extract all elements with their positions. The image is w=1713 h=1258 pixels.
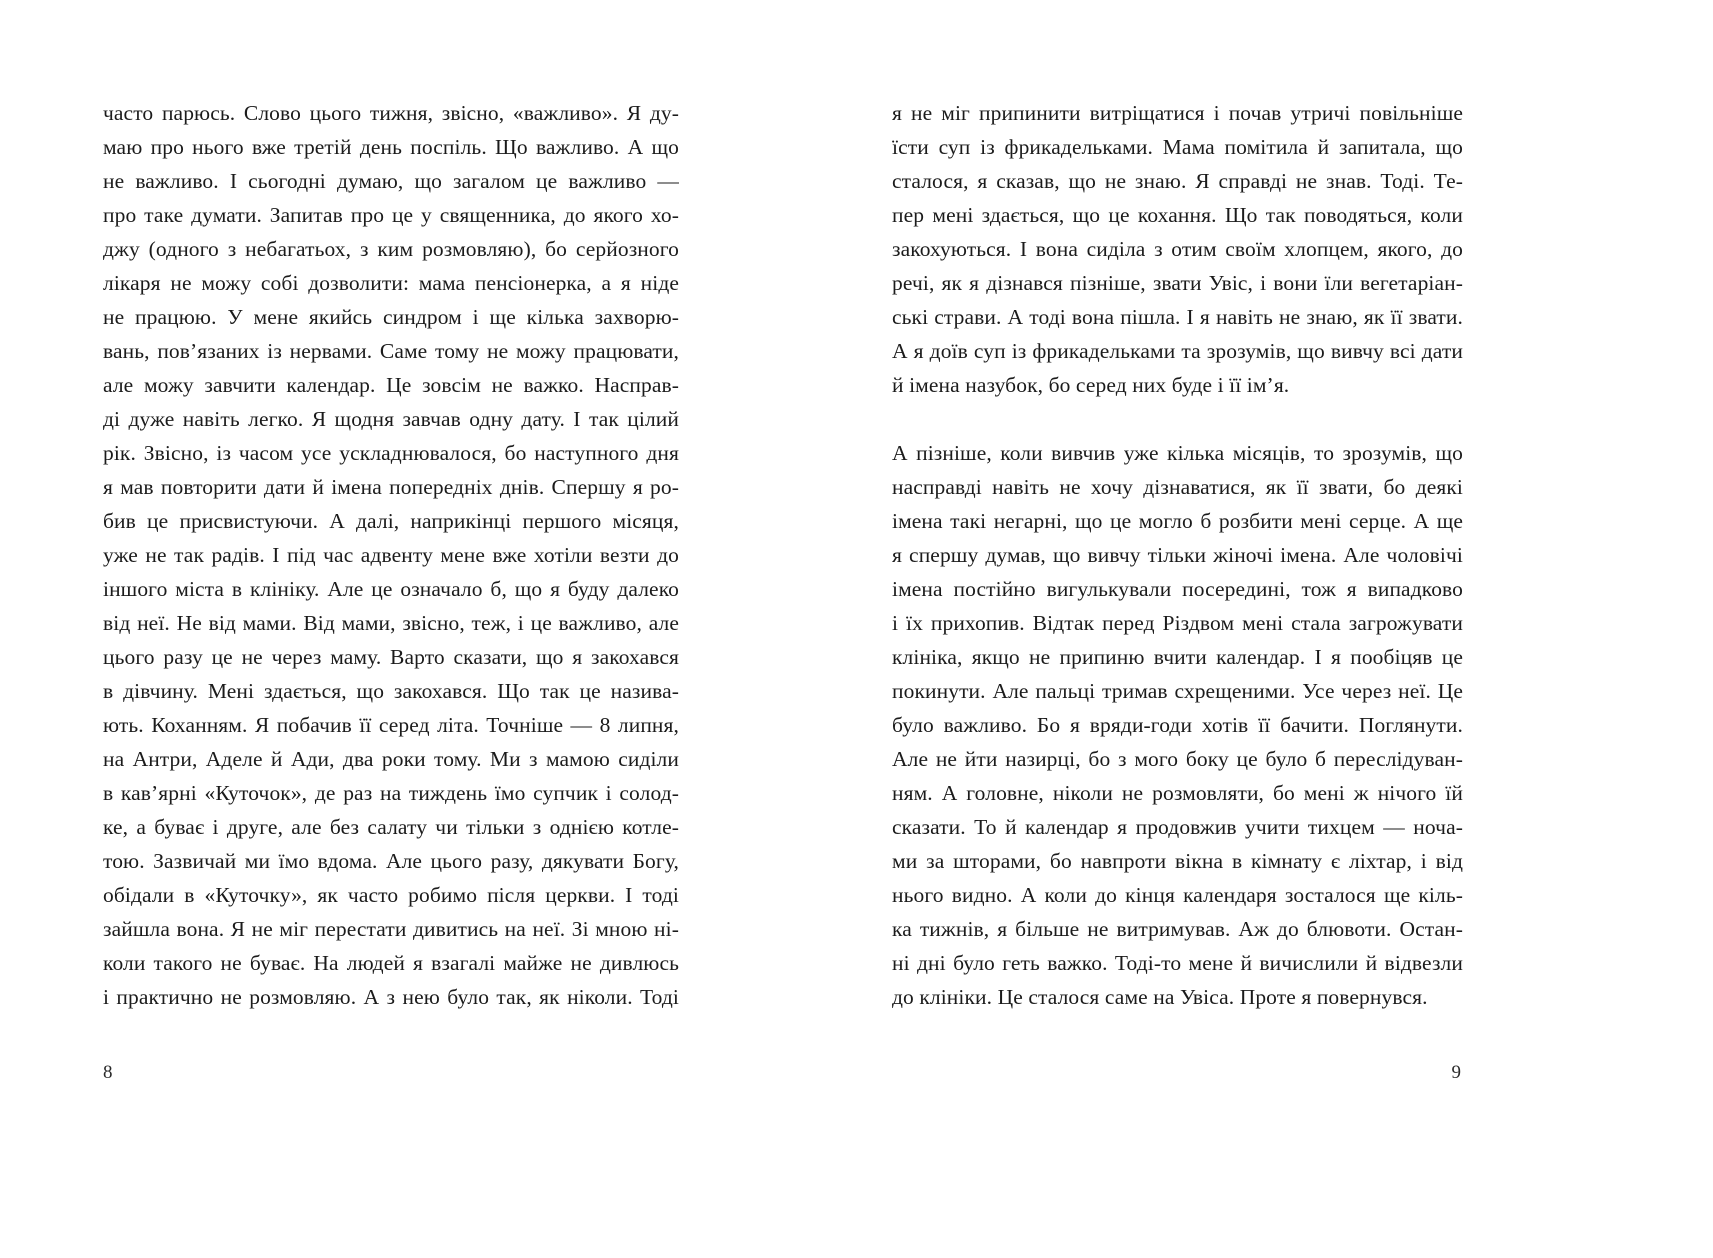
left-paragraph-1 xyxy=(103,96,679,1014)
text-line: маю про нього вже третій день поспіль. Що важливо. А що xyxy=(103,135,679,159)
page-right xyxy=(892,0,1463,1258)
text-line: я не міг припинити витріщатися і почав утричі повільніше xyxy=(892,101,1463,125)
right-paragraph-2 xyxy=(892,436,1463,1014)
text-line: й імена назубок, бо серед них буде і її ім’я. xyxy=(892,373,1290,397)
text-line: ські страви. А тоді вона пішла. І я навіть не знаю, як її звати. xyxy=(892,305,1463,329)
text-line: ні дні було геть важко. Тоді-то мене й вичислили й відвезли xyxy=(892,951,1463,975)
text-line: ді дуже навіть легко. Я щодня завчав одну дату. І так цілий xyxy=(103,407,679,431)
text-line: речі, як я дізнався пізніше, звати Увіс, і вони їли вегетаріан- xyxy=(892,271,1463,295)
text-line: на Антри, Аделе й Ади, два роки тому. Ми з мамою сиділи xyxy=(103,747,679,771)
text-line: цього разу це не через маму. Варто сказати, що я закохався xyxy=(103,645,679,669)
text-line: до клініки. Це сталося саме на Увіса. Проте я повернувся. xyxy=(892,985,1428,1009)
text-line: рік. Звісно, із часом усе ускладнювалося, бо наступного дня xyxy=(103,441,679,465)
text-line: було важливо. Бо я вряди-годи хотів її бачити. Поглянути. xyxy=(892,713,1463,737)
text-line: лікаря не можу собі дозволити: мама пенсіонерка, а я ніде xyxy=(103,271,679,295)
text-line: Але не йти назирці, бо з мого боку це було б переслідуван- xyxy=(892,747,1463,771)
text-line: не працюю. У мене якийсь синдром і ще кілька захворю- xyxy=(103,305,679,329)
page-left-text xyxy=(103,96,679,1014)
text-line: А пізніше, коли вивчив уже кілька місяців, то зрозумів, що xyxy=(892,441,1463,465)
text-line: обідали в «Куточку», як часто робимо після церкви. І тоді xyxy=(103,883,679,907)
right-paragraph-1 xyxy=(892,96,1463,402)
page-number-right: 9 xyxy=(1451,1062,1461,1083)
text-line: джу (одного з небагатьох, з ким розмовляю), бо серйозного xyxy=(103,237,679,261)
text-line: сталося, я сказав, що не знаю. Я справді не знав. Тоді. Те- xyxy=(892,169,1463,193)
text-line: в дівчину. Мені здається, що закохався. Що так це назива- xyxy=(103,679,679,703)
text-line: коли такого не буває. На людей я взагалі майже не дивлюсь xyxy=(103,951,679,975)
text-line: я спершу думав, що вивчу тільки жіночі імена. Але чоловічі xyxy=(892,543,1463,567)
text-line: уже не так радів. І під час адвенту мене вже хотіли везти до xyxy=(103,543,679,567)
text-line: бив це присвистуючи. А далі, наприкінці першого місяця, xyxy=(103,509,679,533)
text-line: нього видно. А коли до кінця календаря зосталося ще кіль- xyxy=(892,883,1463,907)
text-line: про таке думати. Запитав про це у священника, до якого хо- xyxy=(103,203,679,227)
page-right-text xyxy=(892,96,1463,1014)
text-line: в кав’ярні «Куточок», де раз на тиждень їмо супчик і солод- xyxy=(103,781,679,805)
page-number-left: 8 xyxy=(103,1062,113,1083)
text-line: насправді навіть не хочу дізнаватися, як її звати, бо деякі xyxy=(892,475,1463,499)
text-line: зайшла вона. Я не міг перестати дивитись на неї. Зі мною ні- xyxy=(103,917,679,941)
text-line: А я доїв суп із фрикадельками та зрозумів, що вивчу всі дати xyxy=(892,339,1463,363)
text-line: не важливо. І сьогодні думаю, що загалом це важливо — xyxy=(103,169,679,193)
text-line: ням. А головне, ніколи не розмовляти, бо мені ж нічого їй xyxy=(892,781,1463,805)
text-line: часто парюсь. Слово цього тижня, звісно, «важливо». Я ду- xyxy=(103,101,679,125)
text-line: я мав повторити дати й імена попередніх днів. Спершу я ро- xyxy=(103,475,679,499)
text-line: ють. Коханням. Я побачив її серед літа. Точніше — 8 липня, xyxy=(103,713,679,737)
text-line: іншого міста в клініку. Але це означало б, що я буду далеко xyxy=(103,577,679,601)
text-line: сказати. То й календар я продовжив учити тихцем — ноча- xyxy=(892,815,1463,839)
text-line: імена постійно вигулькували посередині, тож я випадково xyxy=(892,577,1463,601)
text-line: закохуються. І вона сиділа з отим своїм хлопцем, якого, до xyxy=(892,237,1463,261)
text-line: ка тижнів, я більше не витримував. Аж до блювоти. Остан- xyxy=(892,917,1463,941)
text-line: але можу завчити календар. Це зовсім не важко. Насправ- xyxy=(103,373,679,397)
text-line: і практично не розмовляю. А з нею було так, як ніколи. Тоді xyxy=(103,985,679,1009)
text-line: клініка, якщо не припиню вчити календар. І я пообіцяв це xyxy=(892,645,1463,669)
text-line: вань, пов’язаних із нервами. Саме тому не можу працювати, xyxy=(103,339,679,363)
text-line: ми за шторами, бо навпроти вікна в кімнату є ліхтар, і від xyxy=(892,849,1463,873)
text-line: пер мені здається, що це кохання. Що так поводяться, коли xyxy=(892,203,1463,227)
text-line: від неї. Не від мами. Від мами, звісно, теж, і це важливо, але xyxy=(103,611,679,635)
text-line: тою. Зазвичай ми їмо вдома. Але цього разу, дякувати Богу, xyxy=(103,849,679,873)
text-line: їсти суп із фрикадельками. Мама помітила й запитала, що xyxy=(892,135,1463,159)
page-left xyxy=(103,0,679,1258)
text-line: імена такі негарні, що це могло б розбити мені серце. А ще xyxy=(892,509,1463,533)
text-line: і їх прихопив. Відтак перед Різдвом мені стала загрожувати xyxy=(892,611,1463,635)
text-line: покинути. Але пальці тримав схрещеними. Усе через неї. Це xyxy=(892,679,1463,703)
text-line: ке, а буває і друге, але без салату чи тільки з однією котле- xyxy=(103,815,679,839)
